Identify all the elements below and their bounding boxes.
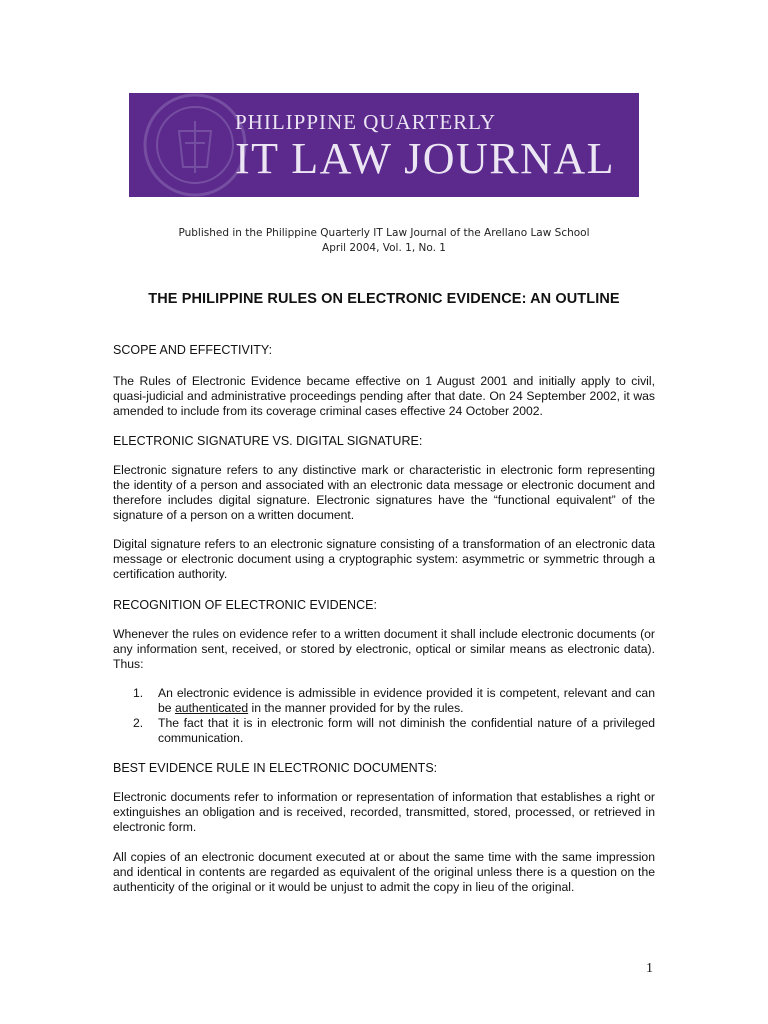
- list-item: [113, 686, 655, 716]
- paragraph-scope: The Rules of Electronic Evidence became effective on 1 August 2001 and initially apply to civil, quasi-judicial and administrative proceedings pending after that date. On 24 September 2002, it was amended to include from its coverage criminal cases effective 24 October 2002.: [113, 374, 655, 418]
- heading-recognition: RECOGNITION OF ELECTRONIC EVIDENCE:: [113, 598, 377, 612]
- list-item: [113, 716, 655, 746]
- publication-note: Published in the Philippine Quarterly IT Law Journal of the Arellano Law School: [178, 227, 590, 239]
- underlined-term: authenticated: [174, 701, 249, 715]
- heading-scope: SCOPE AND EFFECTIVITY:: [113, 343, 273, 357]
- paragraph-digital-signature: Digital signature refers to an electronic signature consisting of a transformation of an electronic data message or electronic document using a cryptographic system: asymmetric or symmetric through a certification authority.: [113, 537, 655, 581]
- list-text-part: An electronic evidence is admissible in evidence provided it is competent, relevant and can be: [158, 686, 655, 715]
- paragraph-electronic-signature: Electronic signature refers to any distinctive mark or characteristic in electronic form representing the identity of a person and associated with an electronic data message or electronic document and therefore includes digital signature. Electronic signatures have the “functional equivalent” of the signature of a person on a written document.: [113, 463, 655, 522]
- list-text: [158, 686, 655, 716]
- heading-best-evidence: BEST EVIDENCE RULE IN ELECTRONIC DOCUMENTS:: [113, 761, 438, 775]
- journal-banner: [129, 93, 639, 197]
- heading-signature: ELECTRONIC SIGNATURE VS. DIGITAL SIGNATURE:: [113, 434, 423, 448]
- banner-line-1: PHILIPPINE QUARTERLY: [235, 110, 497, 134]
- paragraph-copies: All copies of an electronic document executed at or about the same time with the same impression and identical in contents are regarded as equivalent of the original unless there is a question on the authenticity of the original or it would be unjust to admit the copy in lieu of the original.: [113, 850, 655, 894]
- paragraph-recognition: Whenever the rules on evidence refer to a written document it shall include electronic documents (or any information sent, received, or stored by electronic, optical or similar means as electronic data). Thus:: [113, 627, 655, 671]
- list-number: 1.: [133, 686, 144, 700]
- document-title: THE PHILIPPINE RULES ON ELECTRONIC EVIDENCE: AN OUTLINE: [148, 291, 620, 307]
- paragraph-electronic-documents: Electronic documents refer to information or representation of information that establishes a right or extinguishes an obligation and is received, recorded, transmitted, stored, processed, or retrieved in electronic form.: [113, 790, 655, 834]
- publication-date: April 2004, Vol. 1, No. 1: [322, 242, 446, 254]
- list-text: [158, 716, 655, 746]
- list-text-part: The fact that it is in electronic form will not diminish the confidential nature of a privileged communication.: [158, 716, 655, 745]
- list-text-part: in the manner provided for by the rules.: [248, 701, 464, 715]
- recognition-list: [113, 686, 655, 746]
- page-number: 1: [646, 961, 653, 976]
- list-number: 2.: [133, 716, 144, 730]
- banner-line-2: IT LAW JOURNAL: [235, 134, 616, 183]
